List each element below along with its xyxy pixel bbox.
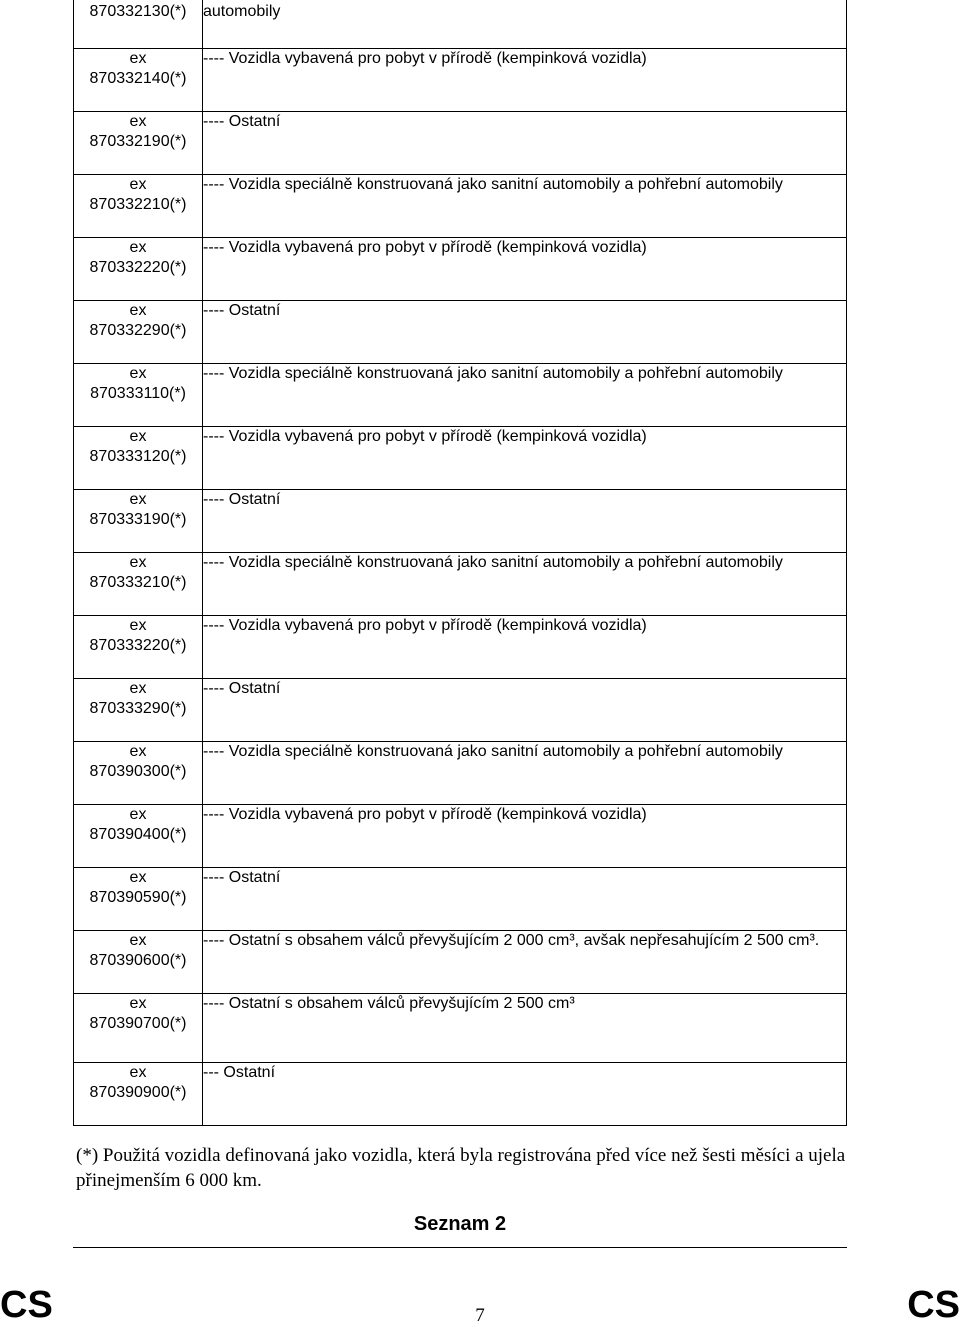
code-cell bbox=[74, 930, 203, 993]
code-prefix: ex bbox=[129, 112, 147, 130]
code-cell bbox=[74, 237, 203, 300]
description-cell: ---- Vozidla speciálně konstruovaná jako sanitní automobily a pohřební automobily bbox=[203, 174, 847, 237]
code-number: 870332220(*) bbox=[89, 258, 187, 276]
code-prefix: ex bbox=[129, 553, 147, 571]
code-number: 870390600(*) bbox=[89, 951, 187, 969]
table-row bbox=[74, 0, 847, 48]
description-cell: ---- Ostatní bbox=[203, 111, 847, 174]
table-row bbox=[74, 111, 847, 174]
description-cell: ---- Ostatní s obsahem válců převyšujícím 2 500 cm³ bbox=[203, 993, 847, 1062]
tariff-table-body bbox=[74, 0, 847, 1125]
code-number: 870333290(*) bbox=[89, 699, 187, 717]
code-number: 870333220(*) bbox=[89, 636, 187, 654]
table-row bbox=[74, 489, 847, 552]
code-prefix: ex bbox=[129, 238, 147, 256]
code-number: 870390900(*) bbox=[89, 1083, 187, 1101]
page-number: 7 bbox=[475, 1305, 485, 1326]
table-row bbox=[74, 678, 847, 741]
code-number: 870332190(*) bbox=[89, 132, 187, 150]
code-prefix: ex bbox=[129, 868, 147, 886]
code-prefix: ex bbox=[129, 1063, 147, 1081]
table-row bbox=[74, 1062, 847, 1125]
code-cell bbox=[74, 174, 203, 237]
code-number: 870333210(*) bbox=[89, 573, 187, 591]
description-cell: --- Ostatní bbox=[203, 1062, 847, 1125]
description-cell: ---- Ostatní bbox=[203, 489, 847, 552]
code-prefix: ex bbox=[129, 49, 147, 67]
code-cell bbox=[74, 993, 203, 1062]
code-prefix: ex bbox=[129, 616, 147, 634]
code-cell bbox=[74, 0, 203, 48]
language-code-left: CS bbox=[0, 1284, 53, 1326]
language-code-right: CS bbox=[907, 1284, 960, 1326]
code-number: 870333120(*) bbox=[89, 447, 187, 465]
description-cell: ---- Ostatní s obsahem válců převyšujícím 2 000 cm³, avšak nepřesahujícím 2 500 cm³. bbox=[203, 930, 847, 993]
table-row bbox=[74, 993, 847, 1062]
table-row bbox=[74, 237, 847, 300]
code-cell bbox=[74, 741, 203, 804]
title-rule bbox=[73, 1247, 847, 1248]
description-cell: ---- Vozidla vybavená pro pobyt v přírodě (kempinková vozidla) bbox=[203, 615, 847, 678]
description-cell: ---- Vozidla speciálně konstruovaná jako sanitní automobily a pohřební automobily bbox=[203, 741, 847, 804]
description-cell: ---- Vozidla vybavená pro pobyt v přírodě (kempinková vozidla) bbox=[203, 237, 847, 300]
table-row bbox=[74, 426, 847, 489]
code-cell bbox=[74, 48, 203, 111]
tariff-table bbox=[73, 0, 847, 1126]
table-row bbox=[74, 552, 847, 615]
code-number: 870390700(*) bbox=[89, 1014, 187, 1032]
table-row bbox=[74, 741, 847, 804]
code-number: 870390590(*) bbox=[89, 888, 187, 906]
code-prefix: ex bbox=[129, 931, 147, 949]
code-number: 870332210(*) bbox=[89, 195, 187, 213]
code-cell bbox=[74, 804, 203, 867]
table-row bbox=[74, 867, 847, 930]
code-number: 870333190(*) bbox=[89, 510, 187, 528]
code-prefix: ex bbox=[129, 364, 147, 382]
code-cell bbox=[74, 489, 203, 552]
code-prefix: ex bbox=[129, 679, 147, 697]
code-cell bbox=[74, 111, 203, 174]
table-row bbox=[74, 615, 847, 678]
description-cell: ---- Vozidla speciálně konstruovaná jako sanitní automobily a pohřební automobily bbox=[203, 552, 847, 615]
code-prefix: ex bbox=[129, 994, 147, 1012]
description-cell: ---- Ostatní bbox=[203, 678, 847, 741]
description-cell: ---- Vozidla vybavená pro pobyt v přírodě (kempinková vozidla) bbox=[203, 426, 847, 489]
code-cell bbox=[74, 867, 203, 930]
description-cell: ---- Vozidla vybavená pro pobyt v přírodě (kempinková vozidla) bbox=[203, 804, 847, 867]
code-prefix: ex bbox=[129, 805, 147, 823]
code-prefix: ex bbox=[129, 742, 147, 760]
code-cell bbox=[74, 678, 203, 741]
description-cell: ---- Ostatní bbox=[203, 300, 847, 363]
footnote: (*) Použitá vozidla definovaná jako vozidla, která byla registrována před více než šesti měsíci a ujela přinejmenším 6 000 km. bbox=[76, 1145, 846, 1191]
code-cell bbox=[74, 363, 203, 426]
code-cell bbox=[74, 552, 203, 615]
code-number: 870332140(*) bbox=[89, 69, 187, 87]
table-row bbox=[74, 48, 847, 111]
list-title: Seznam 2 bbox=[413, 1213, 507, 1235]
description-cell: ---- Vozidla speciálně konstruovaná jako sanitní automobily a pohřební automobily bbox=[203, 363, 847, 426]
table-row bbox=[74, 174, 847, 237]
code-prefix: ex bbox=[129, 427, 147, 445]
table-row bbox=[74, 363, 847, 426]
code-prefix: ex bbox=[129, 175, 147, 193]
description-cell: automobily bbox=[203, 0, 847, 48]
code-number: 870390300(*) bbox=[89, 762, 187, 780]
code-cell bbox=[74, 615, 203, 678]
description-cell: ---- Ostatní bbox=[203, 867, 847, 930]
description-cell: ---- Vozidla vybavená pro pobyt v přírodě (kempinková vozidla) bbox=[203, 48, 847, 111]
table-row bbox=[74, 300, 847, 363]
table-row bbox=[74, 804, 847, 867]
table-row bbox=[74, 930, 847, 993]
code-prefix: ex bbox=[129, 301, 147, 319]
code-cell bbox=[74, 300, 203, 363]
code-cell bbox=[74, 426, 203, 489]
code-number: 870332130(*) bbox=[89, 3, 187, 20]
code-number: 870333110(*) bbox=[90, 384, 186, 402]
code-prefix: ex bbox=[129, 490, 147, 508]
code-number: 870390400(*) bbox=[89, 825, 187, 843]
code-cell bbox=[74, 1062, 203, 1125]
code-number: 870332290(*) bbox=[89, 321, 187, 339]
